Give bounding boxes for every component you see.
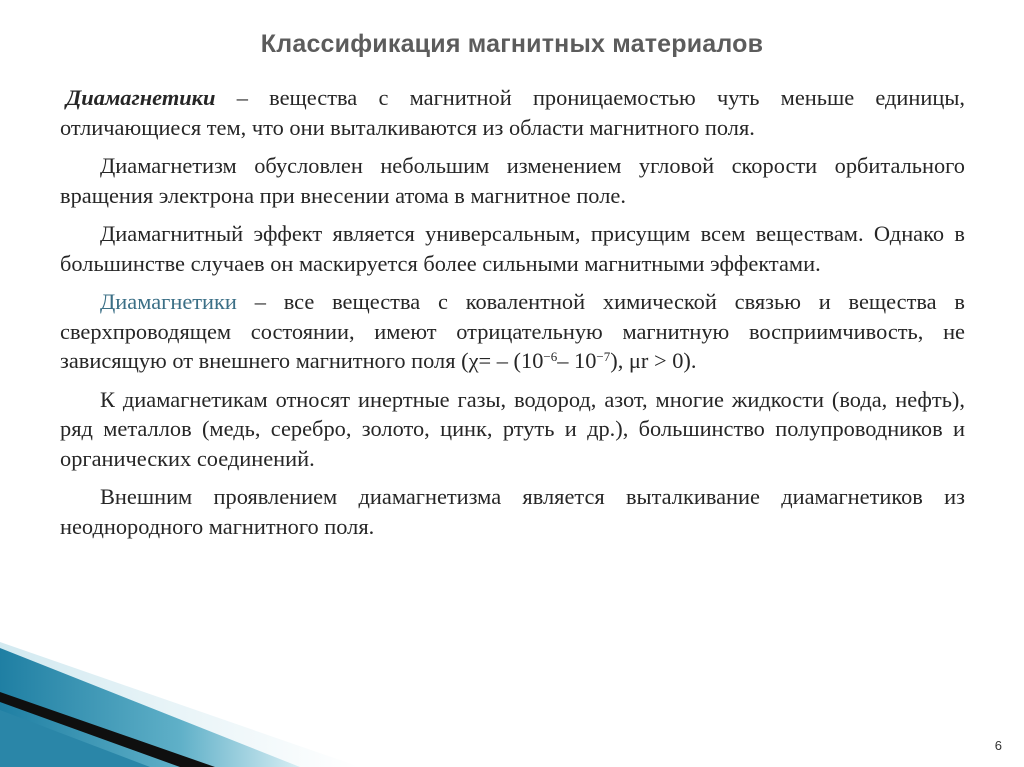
exponent: −6 [543, 349, 558, 364]
paragraph-definition [60, 83, 965, 142]
paragraph-text: – все вещества с ковалентной химической связью и вещества в сверхпроводящем состоянии, имеют отрицательную магнитную восприимчивость, не зависящую от внешнего магнитного поля (χ= – (10 [60, 289, 965, 373]
paragraph-text: Диамагнетизм обусловлен небольшим изменением угловой скорости орбитального вращения электрона при внесении атома в магнитное поле. [60, 153, 965, 208]
paragraph-text: К диамагнетикам относят инертные газы, водород, азот, многие жидкости (вода, нефть), ряд металлов (медь, серебро, золото, цинк, ртуть и др.), большинство полупроводников и органических соединений. [60, 386, 965, 471]
paragraph-text: ), μr > 0). [610, 348, 697, 373]
page-number: 6 [994, 738, 1002, 753]
paragraph-cause [60, 151, 965, 210]
paragraph-text: Внешним проявлением диамагнетизма является выталкивание диамагнетиков из неоднородного магнитного поля. [60, 484, 965, 539]
paragraph-universal-effect [60, 219, 965, 278]
paragraph-text: Диамагнитный эффект является универсальным, присущим всем веществам. Однако в большинстве случаев он маскируется более сильными магнитными эффектами. [60, 221, 965, 276]
exponent: −7 [596, 349, 611, 364]
paragraph-manifestation [60, 482, 965, 541]
paragraph-text: – 10 [557, 348, 597, 373]
slide-body [60, 83, 965, 550]
slide-title: Классификация магнитных материалов [260, 30, 764, 58]
term-diamagnetics-italic: Диамагнетики [66, 85, 216, 110]
paragraph-examples [60, 385, 965, 474]
corner-decoration [0, 640, 360, 767]
paragraph-susceptibility [60, 287, 965, 376]
paragraph-text: – вещества с магнитной проницаемостью чуть меньше единицы, отличающиеся тем, что они выталкиваются из области магнитного поля. [60, 85, 965, 140]
term-diamagnetics-accent: Диамагнетики [100, 289, 237, 314]
